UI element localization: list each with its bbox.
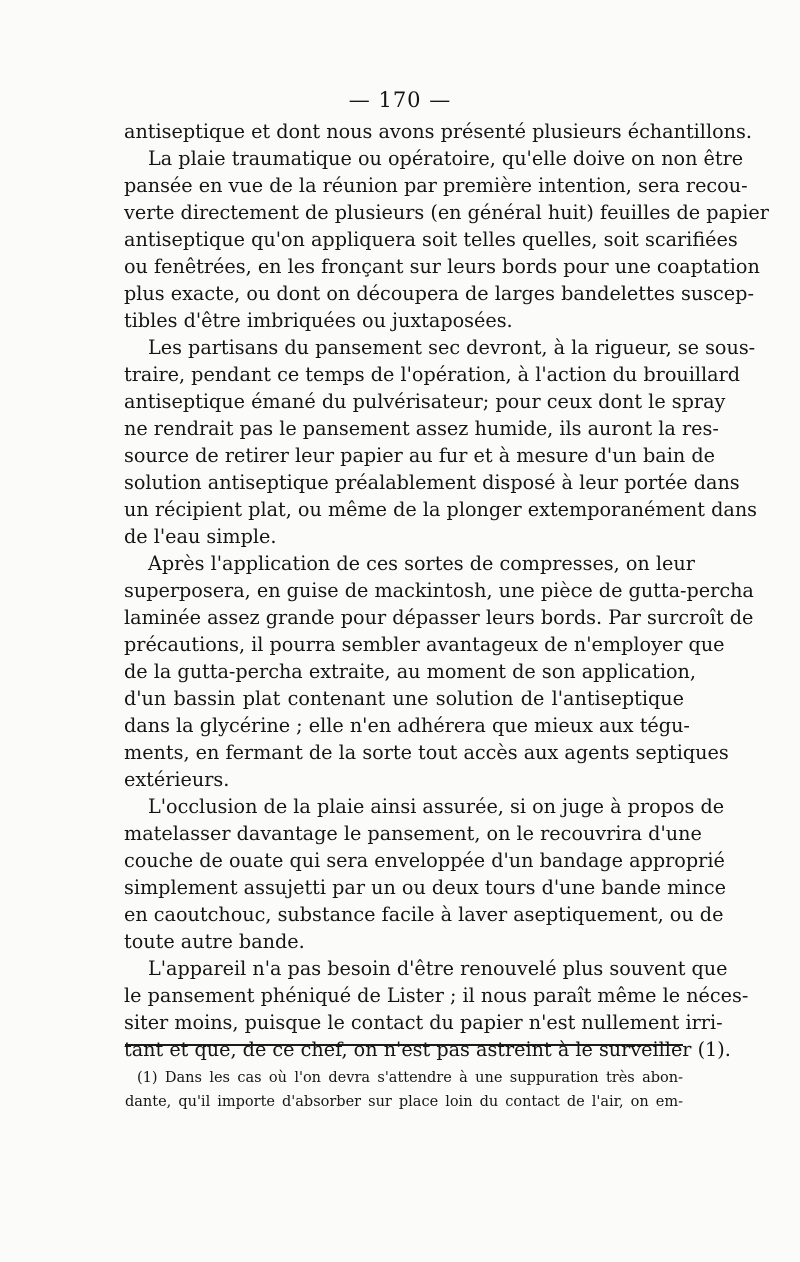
text-line: de l'eau simple.	[124, 525, 277, 548]
text-line: toute autre bande.	[124, 930, 305, 953]
text-line: verte directement de plusieurs (en général huit) feuilles de papier	[124, 201, 769, 224]
text-line: un récipient plat, ou même de la plonger extemporanément dans	[124, 498, 758, 521]
text-line: L'occlusion de la plaie ainsi assurée, si on juge à propos de	[148, 795, 725, 818]
text-line: ments, en fermant de la sorte tout accès aux agents septiques	[124, 741, 729, 764]
text-line: tibles d'être imbriquées ou juxtaposées.	[124, 309, 513, 332]
body-text	[124, 118, 769, 1063]
text-line: dans la glycérine ; elle n'en adhérera que mieux aux tégu-	[124, 714, 690, 737]
text-line: de la gutta-percha extraite, au moment de son application,	[124, 660, 697, 683]
text-line: traire, pendant ce temps de l'opération, à l'action du brouillard	[124, 363, 741, 386]
text-line: L'appareil n'a pas besoin d'être renouvelé plus souvent que	[148, 957, 728, 980]
text-line: antiseptique qu'on appliquera soit telles quelles, soit scarifiées	[124, 228, 738, 251]
text-line: solution antiseptique préalablement disposé à leur portée dans	[124, 471, 740, 494]
text-line: en caoutchouc, substance facile à laver aseptiquement, ou de	[124, 903, 724, 926]
text-line: Les partisans du pansement sec devront, à la rigueur, se sous-	[148, 336, 756, 359]
text-line: ne rendrait pas le pansement assez humide, ils auront la res-	[124, 417, 719, 440]
text-line: antiseptique émané du pulvérisateur; pour ceux dont le spray	[124, 390, 726, 413]
text-line: ou fenêtrées, en les fronçant sur leurs bords pour une coaptation	[124, 255, 760, 278]
text-line: La plaie traumatique ou opératoire, qu'elle doive on non être	[148, 147, 744, 170]
text-line: d'un bassin plat contenant une solution de l'antiseptique	[124, 687, 684, 710]
text-line: précautions, il pourra sembler avantageux de n'employer que	[124, 633, 725, 656]
footnote-separator	[125, 1044, 683, 1046]
text-line: couche de ouate qui sera enveloppée d'un bandage approprié	[124, 849, 725, 872]
footnote-line: dante, qu'il importe d'absorber sur place loin du contact de l'air, on em-	[125, 1094, 683, 1110]
text-line: siter moins, puisque le contact du papier n'est nullement irri-	[124, 1011, 723, 1034]
text-line: source de retirer leur papier au fur et à mesure d'un bain de	[124, 444, 715, 467]
text-line: simplement assujetti par un ou deux tours d'une bande mince	[124, 876, 726, 899]
text-line: plus exacte, ou dont on découpera de larges bandelettes suscep-	[124, 282, 754, 305]
text-line: laminée assez grande pour dépasser leurs bords. Par surcroît de	[124, 606, 754, 629]
text-line: Après l'application de ces sortes de compresses, on leur	[148, 552, 695, 575]
footnote	[125, 1066, 683, 1114]
text-line: tant et que, de ce chef, on n'est pas astreint à le surveiller (1).	[124, 1038, 731, 1061]
text-line: superposera, en guise de mackintosh, une pièce de gutta-percha	[124, 579, 754, 602]
text-line: matelasser davantage le pansement, on le recouvrira d'une	[124, 822, 702, 845]
text-line: pansée en vue de la réunion par première intention, sera recou-	[124, 174, 748, 197]
text-line: extérieurs.	[124, 768, 230, 791]
text-line: le pansement phéniqué de Lister ; il nous paraît même le néces-	[124, 984, 749, 1007]
footnote-line: (1) Dans les cas où l'on devra s'attendre à une suppuration très abon-	[137, 1070, 683, 1086]
text-line: antiseptique et dont nous avons présenté plusieurs échantillons.	[124, 120, 752, 143]
page-number: — 170 —	[348, 88, 452, 112]
